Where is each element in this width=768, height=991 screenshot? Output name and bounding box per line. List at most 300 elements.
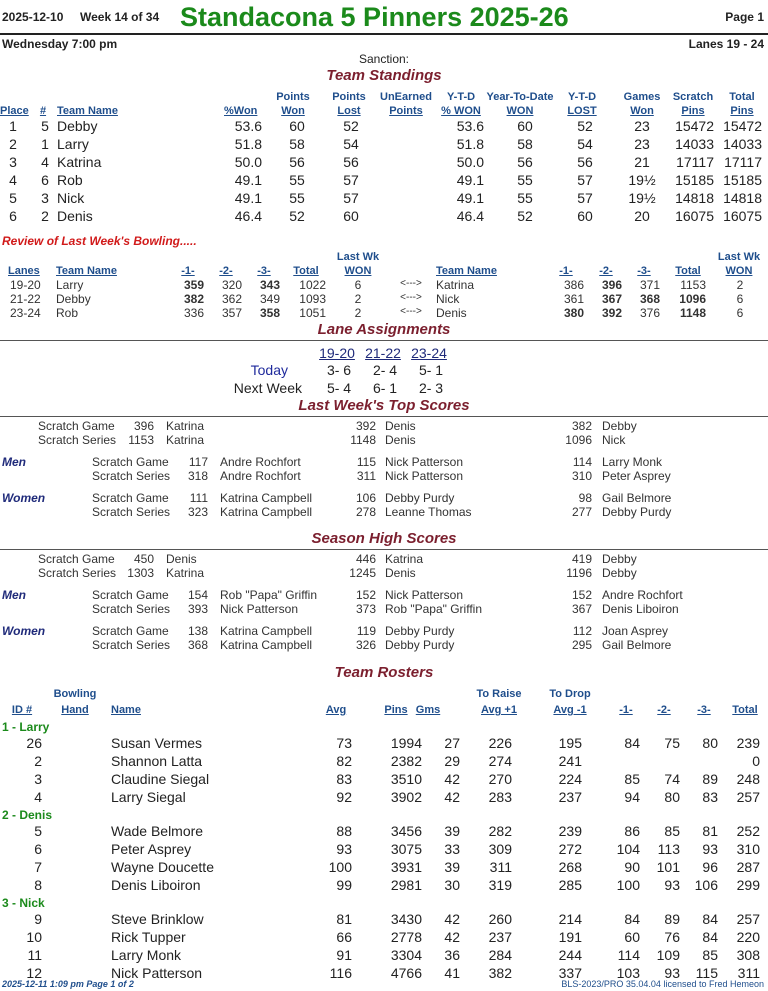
today-match: 3- 6	[326, 362, 352, 378]
score-value: 138	[187, 624, 208, 638]
standings-ytdlost: 52	[577, 118, 593, 134]
standings-header-ytdlost: Y-T-D	[567, 91, 597, 103]
score-name: Denis	[385, 566, 416, 580]
score-value: 310	[571, 469, 592, 483]
standings-ytdlost: 57	[577, 172, 593, 188]
score-label: Scratch Game	[92, 455, 169, 469]
lane-pair: 19-20	[319, 345, 355, 361]
score-label: Scratch Game	[38, 552, 115, 566]
score-name: Katrina	[166, 566, 205, 580]
roster-total: 311	[737, 965, 760, 981]
score-label: Scratch Game	[38, 419, 115, 433]
roster-g3: 106	[694, 877, 718, 893]
score-name: Andre Rochfort	[220, 469, 301, 483]
score-name: Nick Patterson	[385, 588, 464, 602]
roster-name: Claudine Siegal	[111, 771, 210, 787]
roster-header-drop: To Drop	[549, 688, 591, 700]
review-header-g1: -1-	[559, 265, 573, 277]
standings-pct: 49.1	[234, 190, 262, 206]
review-header-total: Total	[293, 265, 319, 277]
score-value: 323	[187, 505, 208, 519]
roster-team-name: 2 - Denis	[2, 808, 53, 822]
standings-ytdwon: 56	[517, 154, 533, 170]
roster-pins: 2778	[390, 929, 422, 945]
roster-drop: 224	[558, 771, 582, 787]
review-header-team: Team Name	[436, 265, 497, 277]
roster-raise: 319	[488, 877, 512, 893]
standings-scratch: 15472	[675, 118, 714, 134]
standings-header-unearned: Points	[389, 105, 423, 117]
score-name: Nick Patterson	[385, 469, 464, 483]
roster-g2: 76	[664, 929, 680, 945]
roster-name: Larry Siegal	[111, 789, 186, 805]
score-value: 326	[355, 638, 376, 652]
roster-name: Rick Tupper	[111, 929, 186, 945]
review-lanes: 21-22	[10, 292, 41, 306]
standings-pct: 46.4	[234, 208, 262, 224]
roster-raise: 260	[488, 911, 512, 927]
score-label: Scratch Series	[92, 638, 171, 652]
roster-avg: 66	[336, 929, 352, 945]
roster-header-name: Name	[111, 704, 141, 716]
roster-pins: 3510	[390, 771, 422, 787]
lanes-title: Lane Assignments	[317, 321, 451, 338]
score-value: 154	[187, 588, 208, 602]
next-match: 2- 3	[418, 380, 444, 396]
roster-avg: 99	[336, 877, 352, 893]
roster-g1: 94	[624, 789, 640, 805]
roster-total: 308	[736, 947, 760, 963]
standings-header-total: Pins	[730, 105, 754, 117]
roster-header-avg: Avg	[325, 704, 347, 716]
score-name: Debby	[602, 552, 637, 566]
roster-raise: 283	[488, 789, 512, 805]
score-name: Debby Purdy	[385, 491, 455, 505]
review-oteam: Nick	[436, 292, 460, 306]
league-title: Standacona 5 Pinners 2025-26	[180, 2, 569, 32]
roster-id: 2	[34, 753, 42, 769]
standings-won: 55	[289, 172, 305, 188]
roster-g2: 85	[664, 823, 680, 839]
women-label: Women	[2, 624, 46, 638]
roster-name: Larry Monk	[111, 947, 182, 963]
roster-avg: 91	[336, 947, 352, 963]
review-header-total: Total	[675, 265, 701, 277]
review-header-g3: -3-	[257, 265, 271, 277]
score-name: Nick	[602, 433, 626, 447]
review-header-g2: -2-	[599, 265, 613, 277]
score-name: Peter Asprey	[602, 469, 671, 483]
roster-name: Nick Patterson	[111, 965, 203, 981]
men-label: Men	[2, 455, 26, 469]
roster-avg: 92	[336, 789, 352, 805]
standings-total: 15185	[723, 172, 762, 188]
review-team: Larry	[56, 278, 84, 292]
roster-avg: 82	[336, 753, 352, 769]
season-title: Season High Scores	[311, 530, 457, 547]
score-label: Scratch Series	[92, 469, 171, 483]
roster-raise: 284	[488, 947, 512, 963]
review-vs: <--->	[400, 278, 422, 289]
roster-gms: 42	[444, 929, 460, 945]
roster-drop: 239	[558, 823, 582, 839]
review-ototal: 1096	[679, 292, 706, 306]
women-label: Women	[2, 491, 46, 505]
roster-header-id: ID #	[11, 704, 33, 716]
review-header-lastwk: WON	[725, 265, 753, 277]
standings-num: 4	[41, 154, 49, 170]
standings-header-ytdlost: LOST	[567, 105, 597, 117]
score-label: Scratch Series	[38, 433, 117, 447]
roster-id: 9	[34, 911, 42, 927]
standings-header-total: Total	[729, 91, 755, 103]
roster-team-name: 3 - Nick	[2, 896, 45, 910]
review-og2: 396	[601, 278, 622, 292]
review-lanes: 19-20	[10, 278, 41, 292]
today-match: 2- 4	[372, 362, 398, 378]
roster-gms: 42	[444, 911, 460, 927]
roster-id: 6	[34, 841, 42, 857]
roster-total: 310	[736, 841, 760, 857]
roster-g1: 84	[624, 911, 640, 927]
standings-team: Denis	[57, 208, 93, 224]
review-g1: 359	[183, 278, 204, 292]
score-value: 278	[355, 505, 376, 519]
standings-lost: 60	[343, 208, 359, 224]
roster-raise: 382	[488, 965, 512, 981]
review-header-lastwk: Last Wk	[717, 251, 761, 263]
roster-avg: 83	[336, 771, 352, 787]
roster-raise: 274	[488, 753, 512, 769]
standings-pct: 49.1	[234, 172, 262, 188]
standings-ytdpct: 53.6	[456, 118, 484, 134]
today-label: Today	[250, 362, 288, 378]
review-total: 1093	[299, 292, 326, 306]
roster-name: Denis Liboiron	[111, 877, 201, 893]
standings-num: 1	[41, 136, 49, 152]
standings-place: 2	[9, 136, 17, 152]
men-label: Men	[2, 588, 26, 602]
standings-ytdwon: 52	[517, 208, 533, 224]
standings-team: Nick	[57, 190, 85, 206]
roster-id: 3	[34, 771, 42, 787]
standings-scratch: 16075	[675, 208, 714, 224]
standings-lost: 54	[343, 136, 359, 152]
score-value: 311	[356, 469, 376, 483]
review-g2: 357	[221, 306, 242, 320]
roster-g1: 85	[624, 771, 640, 787]
standings-place: 1	[9, 118, 17, 134]
standings-total: 14033	[723, 136, 762, 152]
score-value: 446	[355, 552, 376, 566]
report-date: 2025-12-10	[2, 10, 64, 24]
standings-ytdpct: 51.8	[456, 136, 484, 152]
roster-pins: 4766	[390, 965, 422, 981]
standings-header-num: #	[39, 105, 47, 117]
standings-header-plost: Lost	[337, 105, 361, 117]
roster-g3: 80	[702, 735, 718, 751]
score-value: 382	[571, 419, 592, 433]
standings-games: 21	[634, 154, 650, 170]
roster-g3: 85	[702, 947, 718, 963]
roster-g2: 93	[664, 965, 680, 981]
roster-total: 220	[736, 929, 760, 945]
standings-team: Larry	[57, 136, 89, 152]
roster-avg: 100	[328, 859, 352, 875]
roster-g2: 80	[664, 789, 680, 805]
standings-header-place: Place	[0, 105, 29, 117]
review-owon: 2	[736, 278, 744, 292]
roster-drop: 337	[558, 965, 582, 981]
score-label: Scratch Game	[92, 588, 169, 602]
roster-avg: 88	[336, 823, 352, 839]
standings-header-scratch: Pins	[681, 105, 705, 117]
standings-total: 15472	[723, 118, 762, 134]
review-header-g3: -3-	[637, 265, 651, 277]
page-number: Page 1	[725, 10, 764, 24]
score-value: 373	[355, 602, 376, 616]
standings-header-unearned: UnEarned	[380, 91, 432, 103]
standings-ytdwon: 60	[517, 118, 533, 134]
rosters-title: Team Rosters	[334, 664, 434, 681]
roster-g2: 113	[657, 841, 680, 857]
roster-total: 0	[752, 753, 760, 769]
score-value: 111	[189, 491, 208, 505]
review-ototal: 1148	[679, 306, 706, 320]
review-og1: 386	[563, 278, 584, 292]
roster-drop: 244	[558, 947, 582, 963]
roster-g1: 60	[624, 929, 640, 945]
standings-place: 4	[9, 172, 17, 188]
standings-won: 58	[289, 136, 305, 152]
roster-pins: 3902	[390, 789, 422, 805]
roster-name: Susan Vermes	[111, 735, 203, 751]
score-name: Debby Purdy	[602, 505, 672, 519]
standings-pct: 53.6	[234, 118, 262, 134]
roster-raise: 311	[489, 859, 512, 875]
roster-gms: 41	[444, 965, 460, 981]
lanes-range: Lanes 19 - 24	[688, 37, 764, 51]
score-value: 106	[355, 491, 376, 505]
standings-header-games: Games	[623, 91, 661, 103]
review-og2: 392	[601, 306, 622, 320]
score-value: 1153	[128, 433, 154, 447]
review-vs: <--->	[400, 292, 422, 303]
score-name: Andre Rochfort	[220, 455, 301, 469]
score-value: 1148	[350, 433, 376, 447]
roster-team-name: 1 - Larry	[2, 720, 50, 734]
score-value: 1196	[566, 566, 592, 580]
score-name: Gail Belmore	[602, 638, 672, 652]
standings-header-ytdwon: Year-To-Date	[486, 91, 554, 103]
standings-ytdwon: 55	[517, 172, 533, 188]
roster-gms: 30	[444, 877, 460, 893]
roster-header-total: Total	[732, 704, 758, 716]
roster-id: 5	[34, 823, 42, 839]
score-name: Nick Patterson	[385, 455, 464, 469]
roster-header-hand: Hand	[61, 704, 89, 716]
score-label: Scratch Game	[92, 624, 169, 638]
standings-lost: 57	[343, 190, 359, 206]
roster-id: 26	[26, 735, 42, 751]
roster-drop: 237	[558, 789, 582, 805]
standings-total: 14818	[723, 190, 762, 206]
next-week-label: Next Week	[233, 380, 302, 396]
standings-team: Rob	[57, 172, 83, 188]
standings-header-team: Team Name	[57, 105, 118, 117]
roster-name: Peter Asprey	[111, 841, 192, 857]
roster-name: Steve Brinklow	[111, 911, 204, 927]
next-match: 5- 4	[326, 380, 352, 396]
review-g2: 362	[221, 292, 242, 306]
roster-total: 248	[736, 771, 760, 787]
standings-num: 6	[41, 172, 49, 188]
score-name: Denis	[385, 419, 416, 433]
roster-id: 10	[26, 929, 42, 945]
roster-gms: 33	[444, 841, 460, 857]
next-match: 6- 1	[372, 380, 398, 396]
roster-pins: 1994	[390, 735, 422, 751]
roster-header-g3: -3-	[697, 704, 711, 716]
roster-avg: 93	[336, 841, 352, 857]
standings-ytdlost: 54	[577, 136, 593, 152]
review-won: 2	[354, 306, 362, 320]
roster-header-hand: Bowling	[53, 688, 97, 700]
score-value: 112	[572, 624, 592, 638]
roster-drop: 285	[558, 877, 582, 893]
review-g3: 343	[259, 278, 280, 292]
score-value: 152	[355, 588, 376, 602]
standings-num: 2	[41, 208, 49, 224]
roster-gms: 39	[444, 823, 460, 839]
standings-header-ytdwon: WON	[506, 105, 534, 117]
roster-g2: 93	[664, 877, 680, 893]
standings-ytdlost: 60	[577, 208, 593, 224]
roster-id: 12	[26, 965, 42, 981]
roster-g3: 84	[702, 929, 718, 945]
standings-header-pwon: Won	[281, 105, 305, 117]
roster-g3: 84	[702, 911, 718, 927]
roster-pins: 3931	[390, 859, 422, 875]
score-value: 152	[571, 588, 592, 602]
roster-total: 287	[736, 859, 760, 875]
standings-won: 52	[289, 208, 305, 224]
review-g3: 358	[259, 306, 280, 320]
score-label: Scratch Series	[38, 566, 117, 580]
roster-avg: 73	[336, 735, 352, 751]
roster-header-g1: -1-	[619, 704, 633, 716]
roster-g2: 101	[656, 859, 680, 875]
score-value: 396	[133, 419, 154, 433]
review-owon: 6	[736, 306, 744, 320]
roster-g3: 83	[702, 789, 718, 805]
review-g1: 336	[183, 306, 204, 320]
review-oteam: Denis	[436, 306, 467, 320]
roster-header-gms: Gms	[415, 704, 441, 716]
standings-total: 16075	[723, 208, 762, 224]
roster-header-drop: Avg -1	[553, 704, 587, 716]
review-owon: 6	[736, 292, 744, 306]
roster-g1: 104	[616, 841, 640, 857]
review-total: 1022	[299, 278, 326, 292]
review-og1: 361	[563, 292, 584, 306]
standings-lost: 57	[343, 172, 359, 188]
score-value: 392	[355, 419, 376, 433]
week-label: Week 14 of 34	[80, 10, 160, 24]
score-name: Gail Belmore	[602, 491, 672, 505]
standings-title: Team Standings	[326, 67, 442, 84]
roster-total: 252	[736, 823, 760, 839]
standings-games: 19½	[628, 172, 656, 188]
score-name: Katrina	[166, 419, 205, 433]
score-name: Debby Purdy	[385, 624, 455, 638]
roster-avg: 81	[336, 911, 352, 927]
roster-g3: 81	[702, 823, 718, 839]
roster-g2: 74	[664, 771, 680, 787]
standings-won: 56	[289, 154, 305, 170]
roster-drop: 195	[558, 735, 582, 751]
roster-drop: 241	[558, 753, 582, 769]
roster-g3: 96	[702, 859, 718, 875]
roster-drop: 268	[558, 859, 582, 875]
score-value: 1245	[349, 566, 376, 580]
score-value: 98	[578, 491, 592, 505]
roster-raise: 226	[488, 735, 512, 751]
roster-header-raise: To Raise	[476, 688, 522, 700]
standings-games: 20	[634, 208, 650, 224]
review-g1: 382	[183, 292, 204, 306]
standings-scratch: 17117	[676, 154, 714, 170]
roster-pins: 3456	[390, 823, 422, 839]
roster-g1: 100	[616, 877, 640, 893]
review-og1: 380	[563, 306, 584, 320]
day-time: Wednesday 7:00 pm	[2, 37, 118, 51]
standings-header-ytdpct: Y-T-D	[446, 91, 476, 103]
review-header-g2: -2-	[219, 265, 233, 277]
review-won: 2	[354, 292, 362, 306]
roster-pins: 3075	[390, 841, 422, 857]
roster-gms: 42	[444, 771, 460, 787]
roster-pins: 2981	[390, 877, 422, 893]
score-name: Debby	[602, 566, 637, 580]
standings-ytdlost: 57	[577, 190, 593, 206]
review-og3: 376	[639, 306, 660, 320]
review-header-team: Team Name	[56, 265, 117, 277]
roster-g1: 84	[624, 735, 640, 751]
roster-drop: 191	[558, 929, 582, 945]
standings-num: 5	[41, 118, 49, 134]
review-oteam: Katrina	[436, 278, 475, 292]
review-og3: 368	[639, 292, 660, 306]
roster-gms: 27	[444, 735, 460, 751]
roster-avg: 116	[329, 965, 352, 981]
standings-header-scratch: Scratch	[672, 91, 714, 103]
roster-g2: 89	[664, 911, 680, 927]
standings-ytdwon: 55	[517, 190, 533, 206]
roster-total: 257	[736, 911, 760, 927]
roster-id: 8	[34, 877, 42, 893]
standings-ytdpct: 49.1	[456, 172, 484, 188]
review-og2: 367	[601, 292, 622, 306]
standings-games: 19½	[628, 190, 656, 206]
score-name: Denis Liboiron	[602, 602, 679, 616]
roster-g1: 86	[624, 823, 640, 839]
standings-ytdlost: 56	[577, 154, 593, 170]
review-header-lanes: Lanes	[8, 265, 40, 277]
roster-g2: 109	[656, 947, 680, 963]
standings-header-plost: Points	[332, 91, 366, 103]
standings-scratch: 15185	[675, 172, 714, 188]
